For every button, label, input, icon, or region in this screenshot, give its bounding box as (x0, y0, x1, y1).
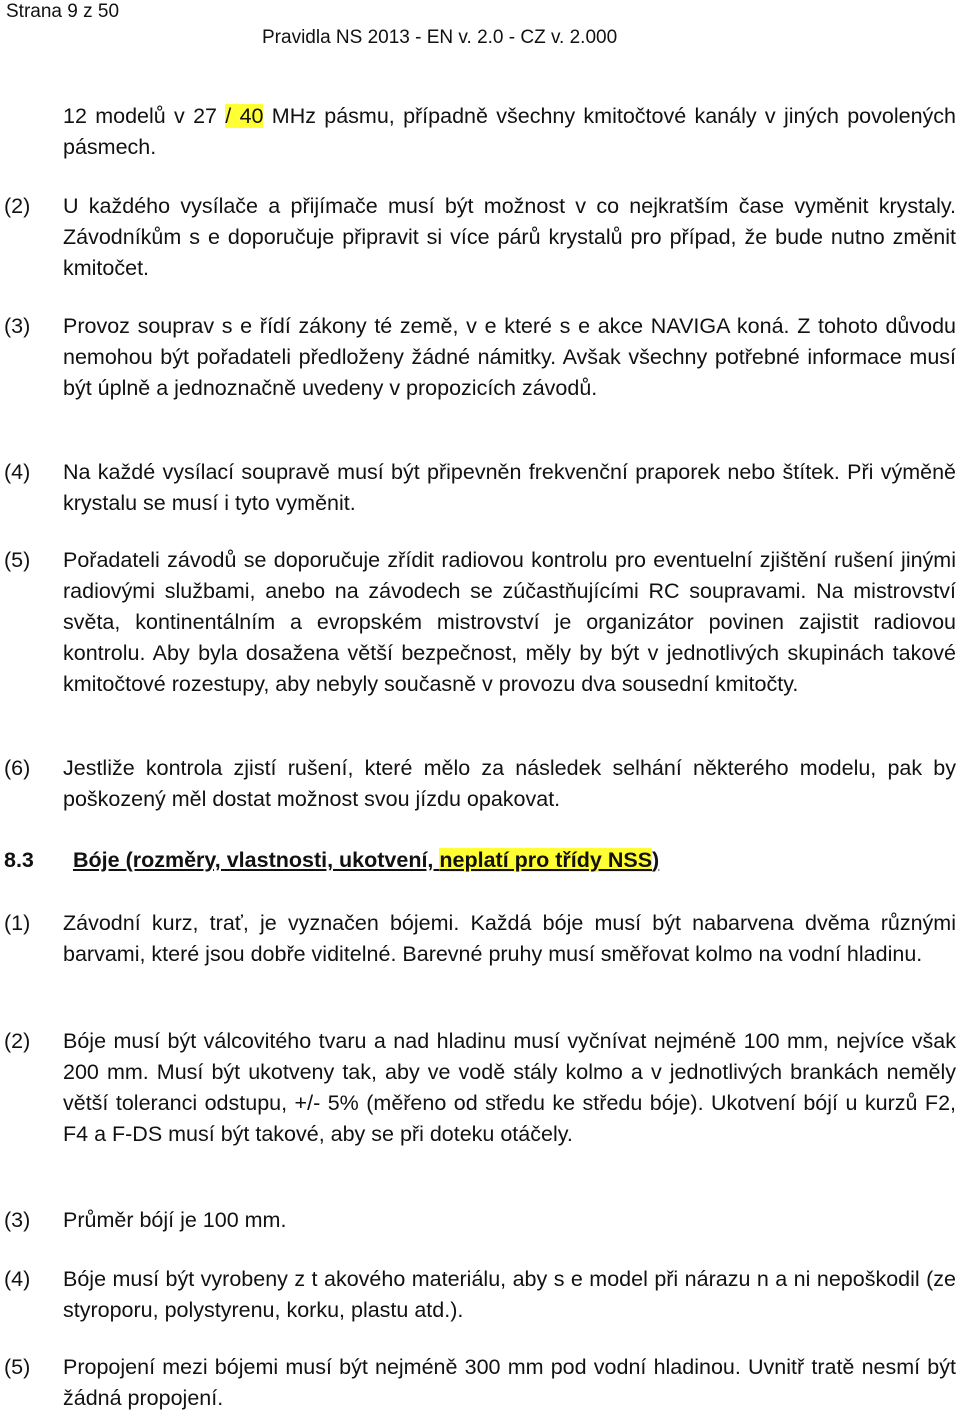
paragraph-text: Na každé vysílací soupravě musí být připevněn frekvenční praporek nebo štítek. Při výměně krystalu se musí i tyto vyměnit. (63, 460, 956, 515)
running-header: Pravidla NS 2013 - EN v. 2.0 - CZ v. 2.000 (262, 27, 618, 48)
paragraph-number: (4) (4, 1267, 31, 1291)
paragraph-text: Bóje musí být vyrobeny z t akového materiálu, aby s e model při nárazu n a ni nepoškodil (ze styroporu, polystyrenu, korku, plastu atd.). (63, 1267, 956, 1322)
paragraph-4 (4, 457, 956, 519)
paragraph-number: (2) (4, 194, 31, 218)
paragraph-6 (4, 753, 956, 815)
paragraph-2 (4, 191, 956, 284)
paragraph-b2 (4, 1026, 956, 1150)
highlighted-text: / 40 (225, 104, 264, 128)
paragraph-text: Závodní kurz, trať, je vyznačen bójemi. Každá bóje musí být nabarvena dvěma různými barvami, které jsou dobře viditelné. Barevné pruhy musí směřovat kolmo na vodní hladinu. (63, 911, 956, 966)
paragraph-text (63, 101, 956, 163)
paragraph-continuation (4, 101, 956, 163)
paragraph-number: (5) (4, 548, 31, 572)
paragraph-text: Provoz souprav s e řídí zákony té země, v e které s e akce NAVIGA koná. Z tohoto důvodu nemohou být pořadateli předloženy žádné námitky. Avšak všechny potřebné informace musí být úplně a jednoznačně uvedeny v propozicích závodů. (63, 314, 956, 400)
paragraph-number: (2) (4, 1029, 31, 1053)
paragraph-3 (4, 311, 956, 404)
paragraph-text: Průměr bójí je 100 mm. (63, 1208, 287, 1232)
section-title-highlight: neplatí pro třídy NSS (439, 848, 653, 872)
paragraph-5 (4, 545, 956, 700)
intro-text-start: 12 modelů v 27 (63, 104, 226, 128)
paragraph-text: Propojení mezi bójemi musí být nejméně 300 mm pod vodní hladinou. Uvnitř tratě nesmí být žádná propojení. (63, 1355, 956, 1410)
section-number: 8.3 (4, 848, 34, 872)
paragraph-text: U každého vysílače a přijímače musí být možnost v co nejkratším čase vyměnit krystaly. Závodníkům s e doporučuje připravit si více párů krystalů pro případ, že bude nutno změnit kmitočet. (63, 194, 956, 280)
paragraph-number: (3) (4, 1208, 31, 1232)
paragraph-b4 (4, 1264, 956, 1326)
section-title (73, 845, 659, 876)
paragraph-number: (1) (4, 911, 31, 935)
section-title-end: ) (652, 848, 660, 872)
paragraph-b5 (4, 1352, 956, 1414)
paragraph-number: (6) (4, 756, 31, 780)
paragraph-number: (4) (4, 460, 31, 484)
paragraph-text: Jestliže kontrola zjistí rušení, které mělo za následek selhání některého modelu, pak by poškozený měl dostat možnost svou jízdu opakovat. (63, 756, 956, 811)
paragraph-text: Pořadateli závodů se doporučuje zřídit radiovou kontrolu pro eventuelní zjištění rušení jinými radiovými službami, anebo na závodech se zúčastňujícími RC soupravami. Na mistrovství světa, kontinentálním a evropském mistrovství je organizátor povinen zajistit radiovou kontrolu. Aby byla dosažena větší bezpečnost, měly by být v jednotlivých skupinách takové kmitočtové rozestupy, aby nebyly současně v provozu dva sousední kmitočty. (63, 548, 956, 696)
paragraph-number: (5) (4, 1355, 31, 1379)
intro-text-end: MHz pásmu, případně všechny kmitočtové kanály v jiných povolených pásmech. (63, 104, 956, 159)
paragraph-b3 (4, 1205, 956, 1236)
section-title-start: Bóje (rozměry, vlastnosti, ukotvení, (73, 848, 440, 872)
paragraph-b1 (4, 908, 956, 970)
page-number: Strana 9 z 50 (6, 1, 120, 22)
paragraph-text: Bóje musí být válcovitého tvaru a nad hladinu musí vyčnívat nejméně 100 mm, nejvíce však 200 mm. Musí být ukotveny tak, aby ve vodě stály kolmo a v jednotlivých brankách neměly větší toleranci odstupu, +/- 5% (měřeno od středu ke středu bóje). Ukotvení bójí u kurzů F2, F4 a F-DS musí být takové, aby se při doteku otáčely. (63, 1029, 956, 1146)
paragraph-number: (3) (4, 314, 31, 338)
